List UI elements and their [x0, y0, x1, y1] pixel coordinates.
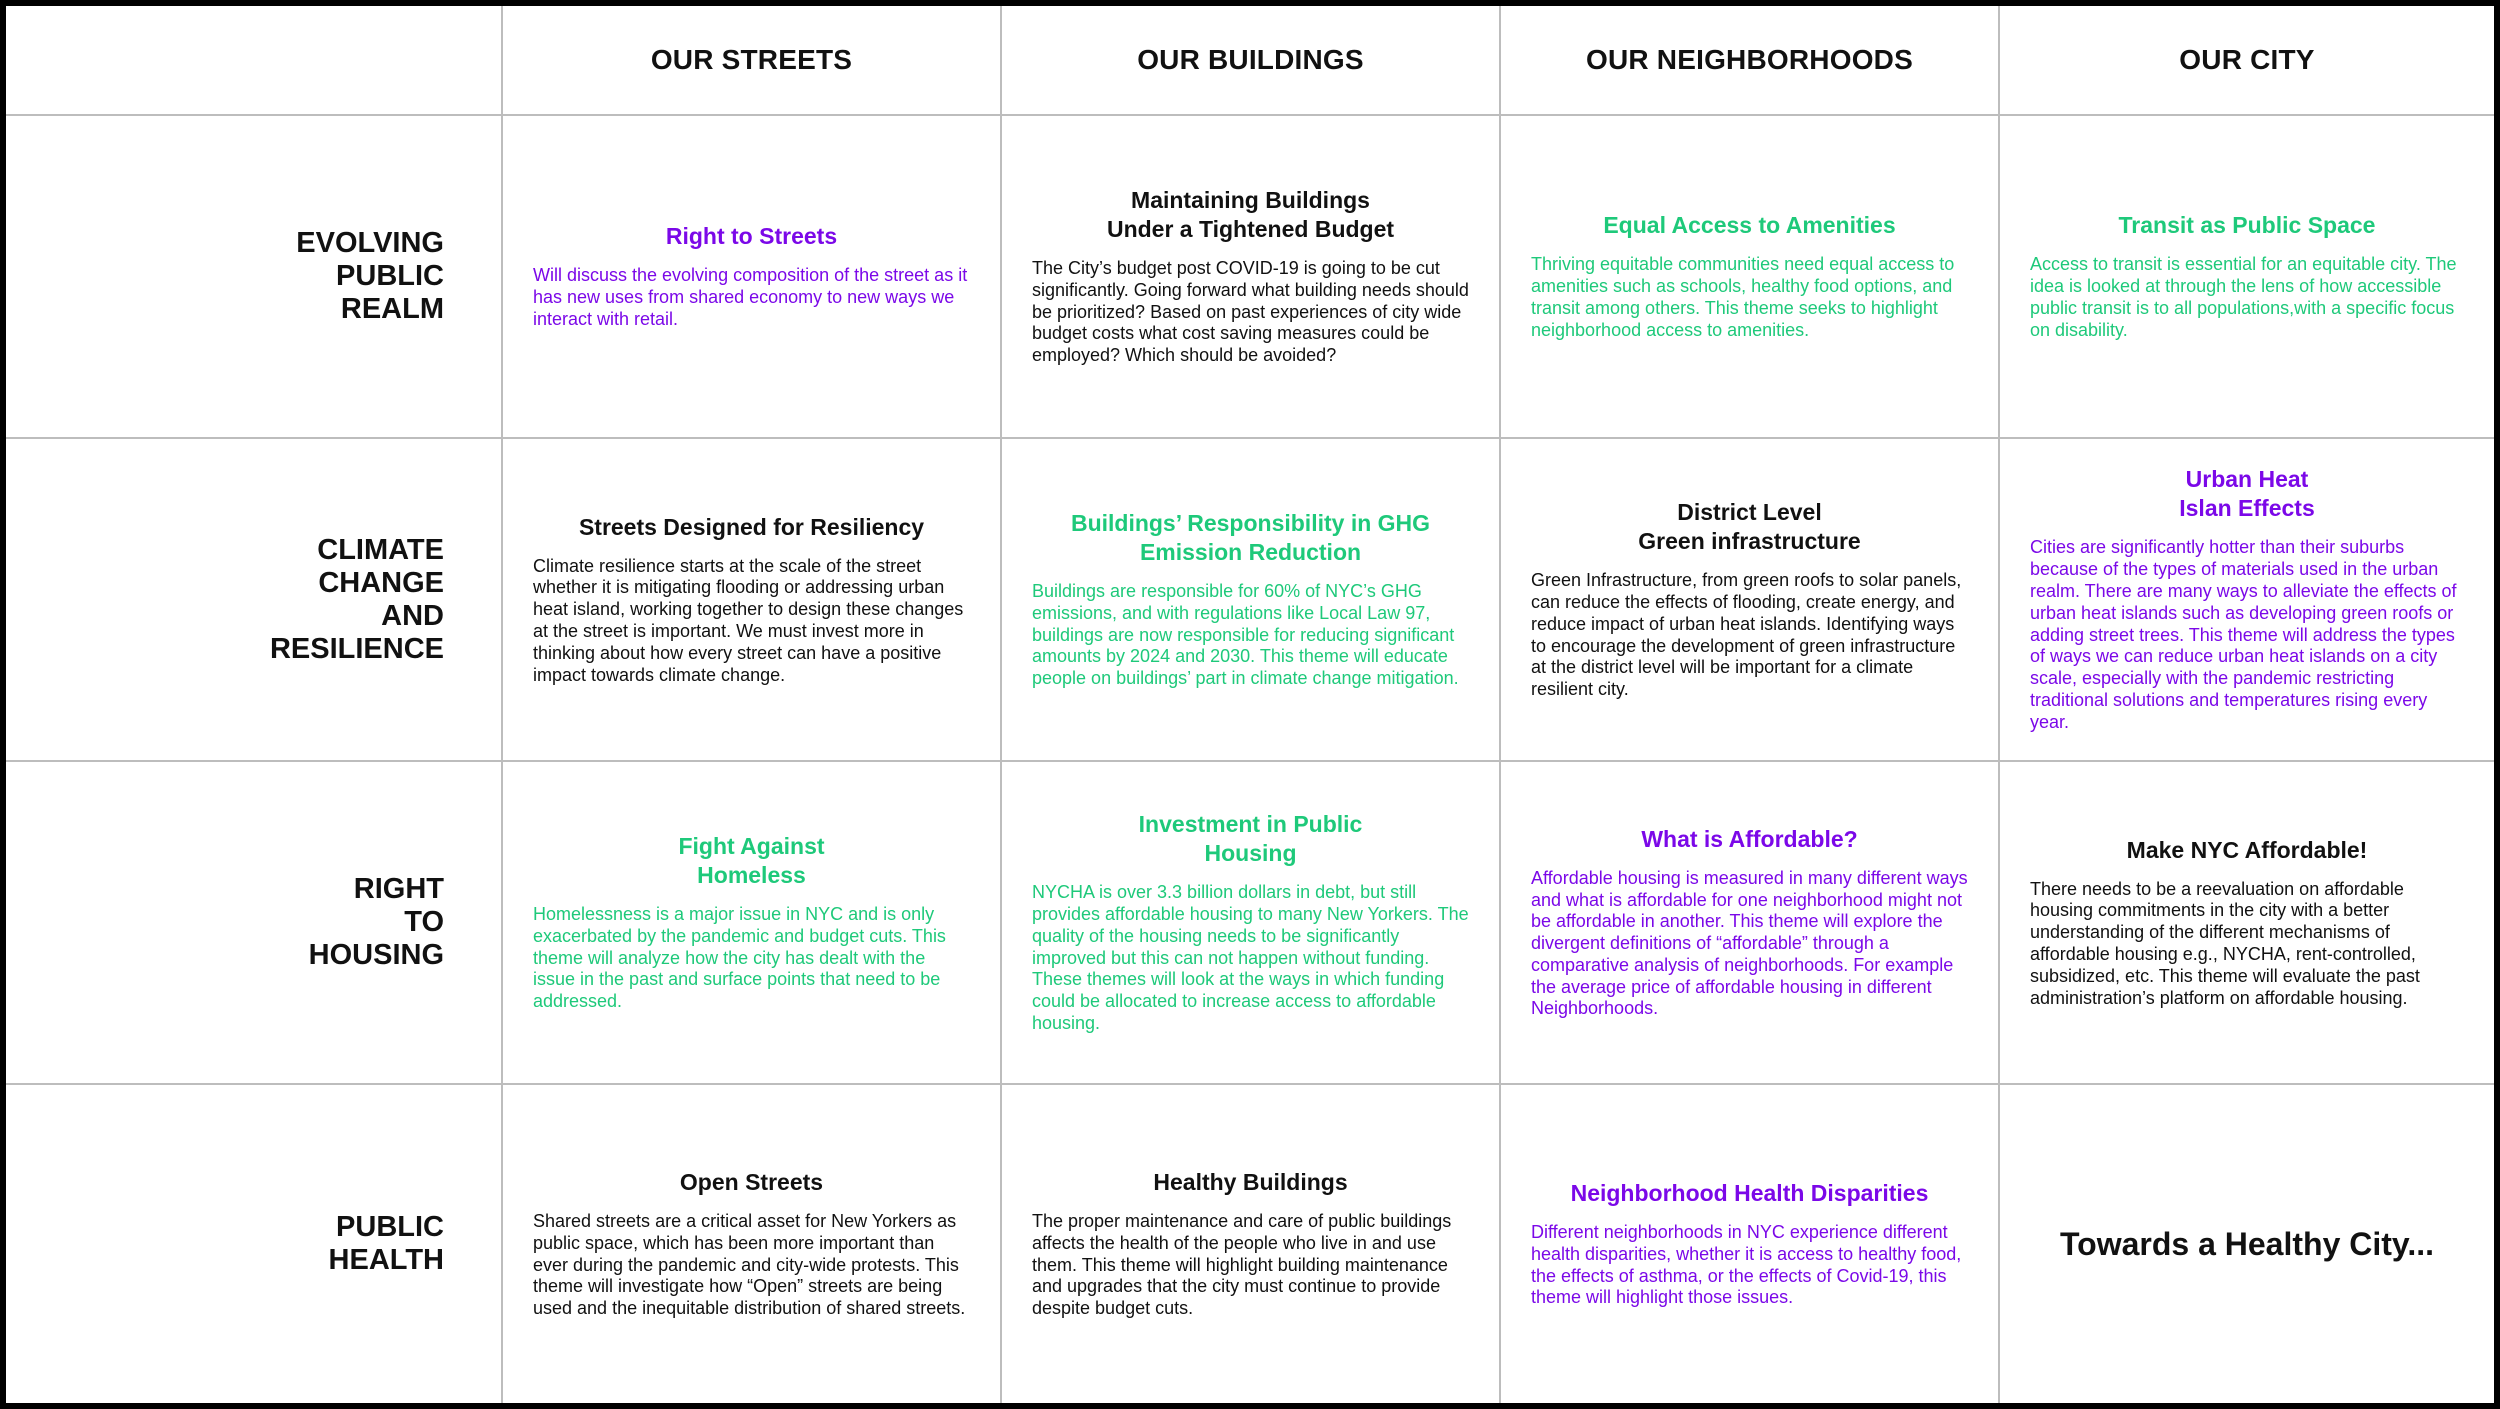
theme-cell — [2000, 116, 2494, 437]
theme-title: Maintaining Buildings Under a Tightened Budget — [1106, 187, 1395, 242]
theme-title: District Level Green infrastructure — [1638, 499, 1861, 555]
theme-cell — [1002, 439, 1499, 760]
theme-title: Fight Against Homeless — [678, 833, 825, 888]
theme-title: Buildings’ Responsibility in GHG Emission Reduction — [1070, 510, 1431, 565]
theme-title: Neighborhood Health Disparities — [1570, 1179, 1929, 1206]
theme-title: What is Affordable? — [1641, 825, 1858, 852]
theme-cell — [2000, 439, 2494, 760]
column-header-buildings: OUR BUILDINGS — [1137, 44, 1364, 75]
row-header-climate-change: CLIMATE CHANGE AND RESILIENCE — [269, 533, 444, 665]
row-header-public-health: PUBLIC HEALTH — [328, 1211, 444, 1276]
theme-cell — [1002, 116, 1499, 437]
theme-description: Cities are significantly hotter than their suburbs because of the types of materials used in the urban realm. There are many ways to alleviate the effects of urban heat islands such as developing green roofs or adding street trees. This theme will address the types of ways we can reduce urban heat islands on a city scale, especially with the pandemic restricting traditional solutions and temperatures rising every year. — [2030, 537, 2457, 732]
theme-title: Equal Access to Amenities — [1603, 212, 1896, 239]
theme-description: The proper maintenance and care of public buildings affects the health of the people who live in and use them. This theme will highlight building maintenance and upgrades that the city must continue to provide despite budget cuts. — [1032, 1211, 1452, 1319]
column-header-streets: OUR STREETS — [650, 44, 853, 75]
theme-description: Access to transit is essential for an equitable city. The idea is looked at through the lens of how accessible public transit is to all populations,with a specific focus on disability. — [2030, 254, 2457, 340]
theme-cell — [1002, 762, 1499, 1083]
theme-title: Healthy Buildings — [1153, 1169, 1348, 1195]
theme-cell — [1501, 762, 1998, 1083]
theme-title: Investment in Public Housing — [1138, 811, 1363, 867]
theme-title: Transit as Public Space — [2118, 212, 2376, 239]
theme-cell — [2000, 762, 2494, 1083]
theme-description: NYCHA is over 3.3 billion dollars in debt, but still provides affordable housing to many New Yorkers. The quality of the housing needs to be significantly improved but this can not happen without funding. These themes will look at the ways in which funding could be allocated to increase access to affordable housing. — [1032, 882, 1469, 1033]
theme-cell — [503, 439, 1000, 760]
theme-cell — [1501, 439, 1998, 760]
theme-description: Thriving equitable communities need equal access to amenities such as schools, healthy food options, and transit among others. This theme seeks to highlight neighborhood access to amenities. — [1531, 254, 1955, 340]
theme-description: Green Infrastructure, from green roofs to solar panels, can reduce the effects of flooding, create energy, and reduce impact of urban heat islands. Identifying ways to encourage the development of green infrastructure at the district level will be important for a climate resilient city. — [1531, 570, 1962, 700]
theme-cell — [503, 1085, 1000, 1403]
theme-cell — [1501, 1085, 1998, 1403]
theme-cell — [503, 116, 1000, 437]
theme-description: Different neighborhoods in NYC experience different health disparities, whether it is access to healthy food, the effects of asthma, or the effects of Covid-19, this theme will highlight those issues. — [1531, 1221, 1962, 1308]
column-header-city: OUR CITY — [2179, 44, 2315, 75]
theme-cell — [1501, 116, 1998, 437]
theme-description: Will discuss the evolving composition of the street as it has new uses from shared economy to new ways we interact with retail. — [533, 265, 968, 329]
theme-description: Shared streets are a critical asset for New Yorkers as public space, which has been more important than ever during the pandemic and city-wide protests. This theme will investigate how “Open” streets are being used and the inequitable distribution of shared streets. — [533, 1211, 966, 1319]
theme-title: Urban Heat Islan Effects — [2179, 466, 2315, 522]
column-header-neighborhoods: OUR NEIGHBORHOODS — [1586, 44, 1913, 75]
theme-title: Make NYC Affordable! — [2126, 836, 2368, 863]
theme-description: Buildings are responsible for 60% of NYC’s GHG emissions, and with regulations like Local Law 97, buildings are now responsible for reducing significant amounts by 2024 and 2030. This theme will educate people on buildings’ part in climate change mitigation. — [1032, 581, 1459, 689]
theme-description: Homelessness is a major issue in NYC and is only exacerbated by the pandemic and budget cuts. This theme will analyze how the city has dealt with the issue in the past and surface points that need to be addressed. — [533, 904, 946, 1012]
theme-description: Climate resilience starts at the scale of the street whether it is mitigating flooding or addressing urban heat island, working together to design these changes at the street is important. We must invest more in thinking about how every street can have a positive impact towards climate change. — [533, 555, 964, 685]
theme-title: Open Streets — [679, 1169, 824, 1195]
row-header-right-to-housing: RIGHT TO HOUSING — [308, 873, 444, 971]
theme-cell — [503, 762, 1000, 1083]
theme-cell — [2000, 1085, 2494, 1403]
theme-cell — [1002, 1085, 1499, 1403]
theme-title: Streets Designed for Resiliency — [578, 513, 925, 540]
closing-statement: Towards a Healthy City... — [2059, 1225, 2434, 1262]
theme-description: Affordable housing is measured in many different ways and what is affordable for one neighborhood might not be affordable in another. This theme will explore the divergent definitions of “affordable” through a comparative analysis of neighborhoods. For example the average price of affordable housing in different Neighborhoods. — [1531, 867, 1968, 1019]
row-header-evolving-public-realm: EVOLVING PUBLIC REALM — [296, 227, 444, 325]
theme-description: The City’s budget post COVID-19 is going to be cut significantly. Going forward what building needs should be prioritized? Based on past experiences of city wide budget costs what cost saving measures could be employed? Which should be avoided? — [1032, 258, 1469, 366]
theme-title: Right to Streets — [665, 223, 838, 250]
theme-description: There needs to be a reevaluation on affordable housing commitments in the city with a better understanding of the different mechanisms of affordable housing e.g., NYCHA, rent-controlled, subsidized, etc. This theme will evaluate the past administration’s platform on affordable housing. — [2030, 878, 2420, 1008]
